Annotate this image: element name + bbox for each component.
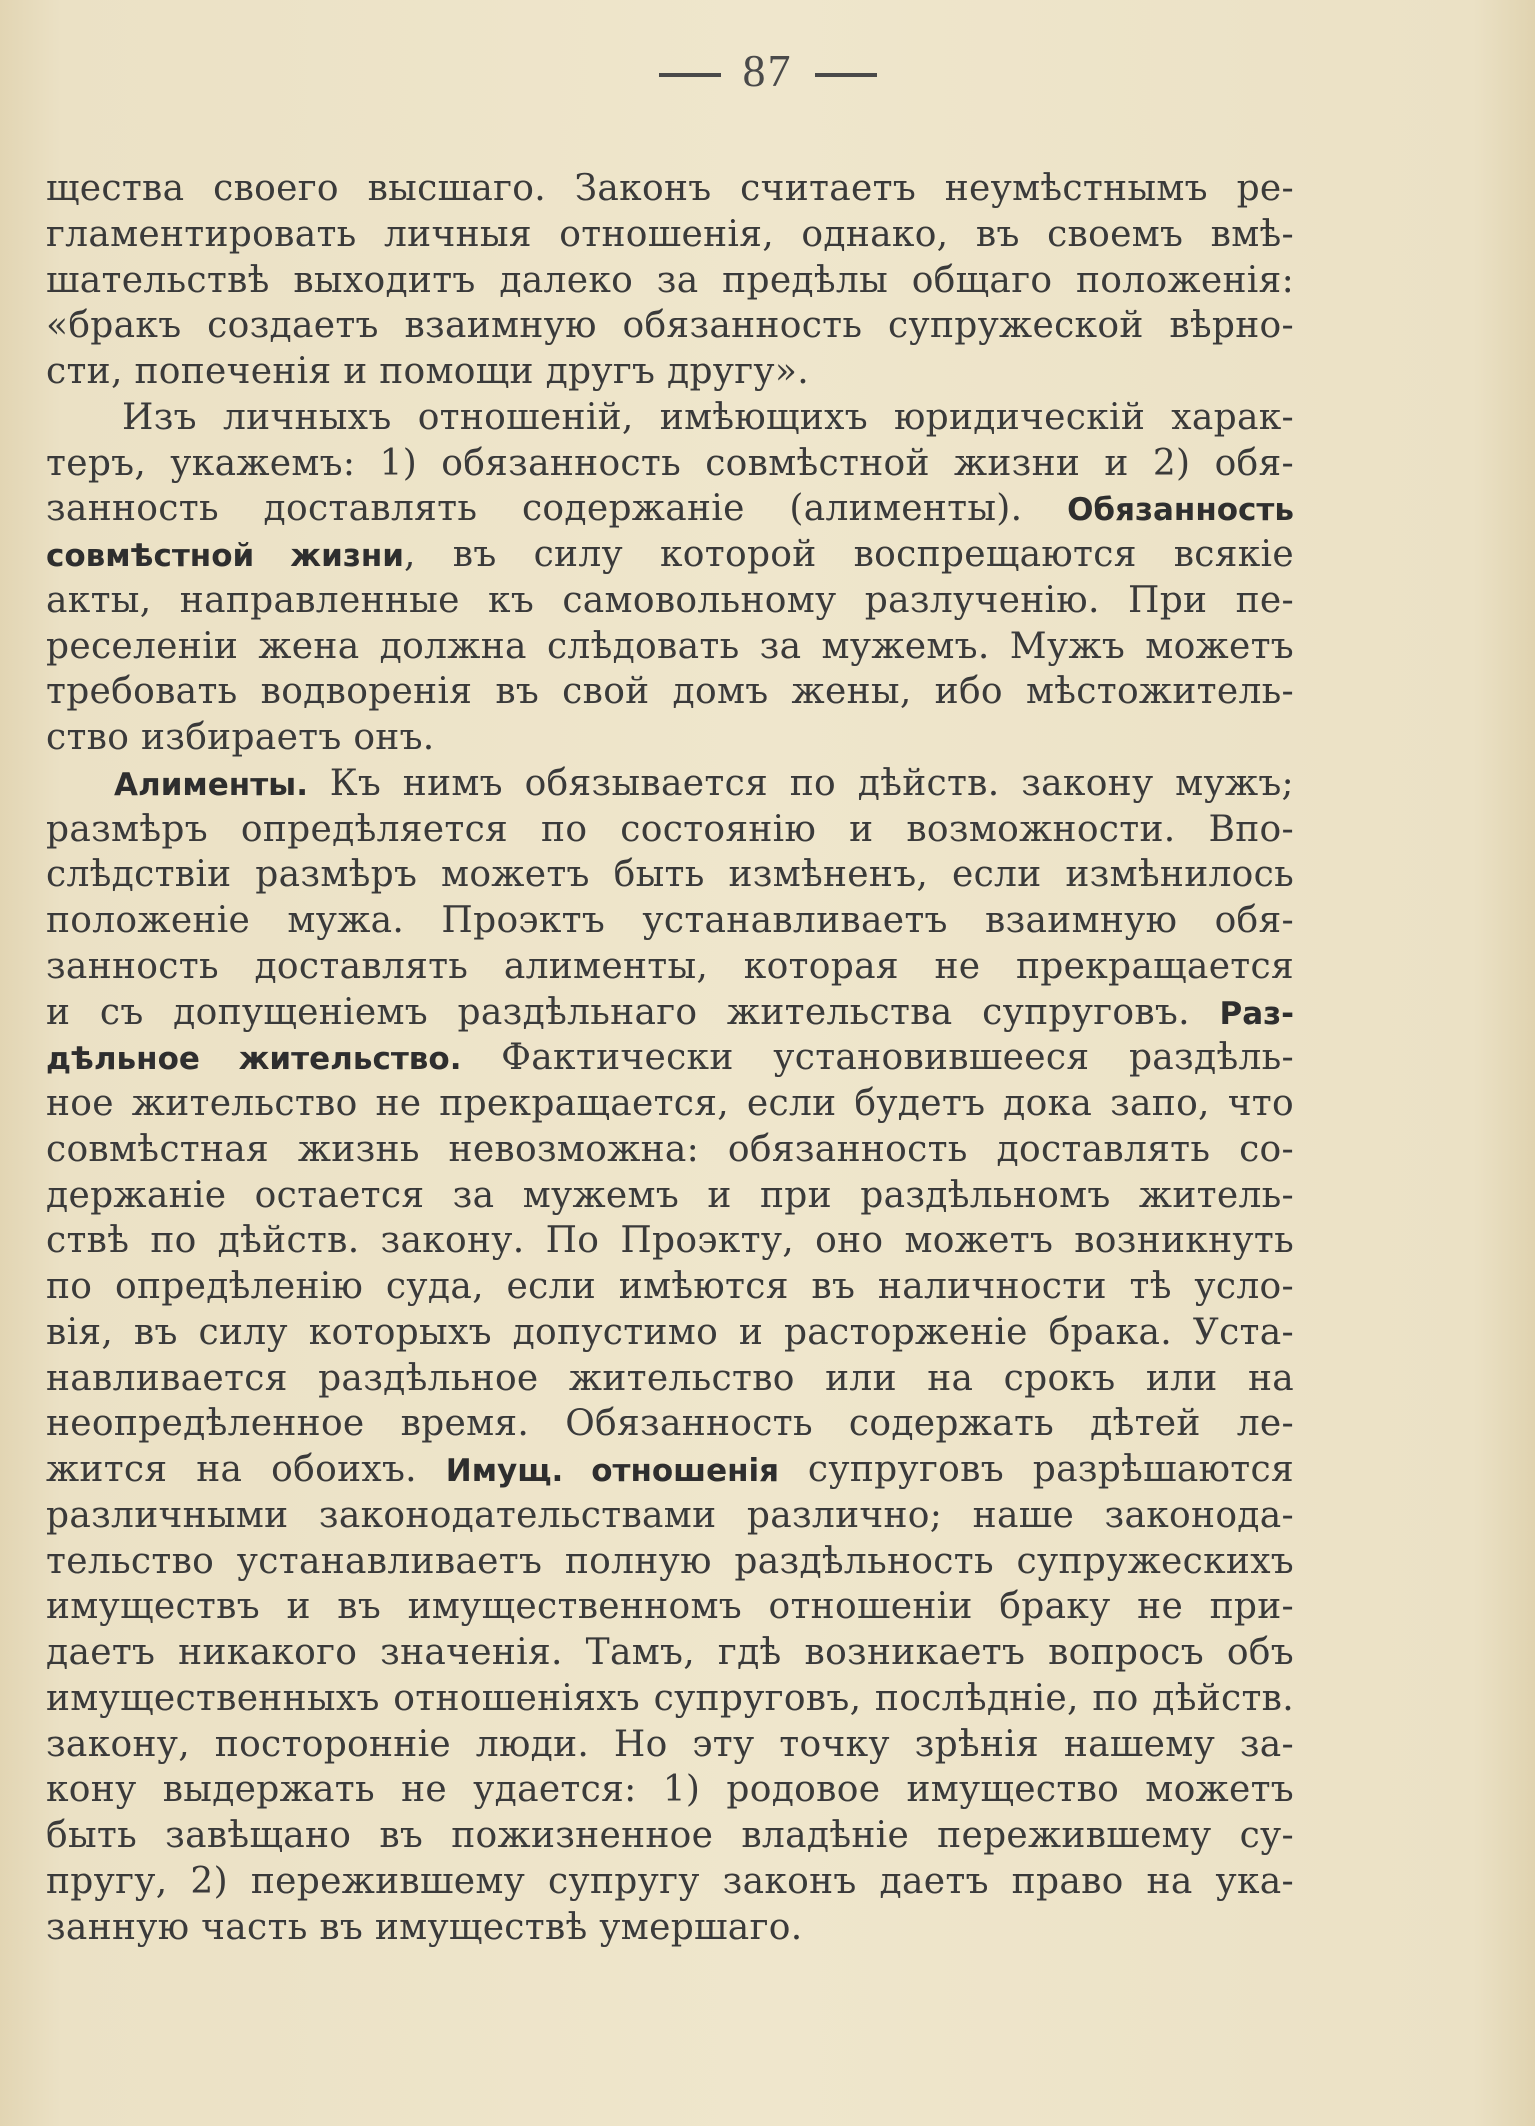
text-line: гламентировать личныя отношенія, однако, въ своемъ вмѣ- — [46, 213, 1294, 255]
bold-term: Раз- — [1219, 995, 1294, 1032]
text-line: неопредѣленное время. Обязанность содержать дѣтей ле- — [46, 1403, 1294, 1445]
text-line: слѣдствіи размѣръ можетъ быть измѣненъ, если измѣнилось — [46, 854, 1294, 896]
text-run: Фактически установившееся раздѣль- — [461, 1037, 1294, 1079]
text-line: пругу, 2) пережившему супругу законъ даетъ право на ука- — [46, 1860, 1294, 1902]
text-line: щества своего высшаго. Законъ считаетъ неумѣстнымъ ре- — [46, 168, 1294, 209]
text-line — [46, 532, 1294, 578]
bold-term: Обязанность — [1067, 492, 1294, 529]
text-line: реселеніи жена должна слѣдовать за мужемъ. Мужъ можетъ — [46, 625, 1294, 667]
text-line: кону выдержать не удается: 1) родовое имущество можетъ — [46, 1769, 1294, 1811]
text-run: и съ допущеніемъ раздѣльнаго жительства супруговъ. — [46, 991, 1220, 1033]
text-line — [46, 761, 1294, 807]
text-line: держаніе остается за мужемъ и при раздѣльномъ житель- — [46, 1174, 1294, 1216]
text-line: даетъ никакого значенія. Тамъ, гдѣ возникаетъ вопросъ объ — [46, 1632, 1294, 1673]
text-line: занную часть въ имуществѣ умершаго. — [46, 1906, 803, 1948]
bold-term: Алименты. — [114, 766, 308, 803]
text-run: жится на обоихъ. — [46, 1449, 446, 1490]
text-line: вія, въ силу которыхъ допустимо и расторженіе брака. Уста- — [46, 1311, 1294, 1353]
text-line: имуществъ и въ имущественномъ отношеніи браку не при- — [46, 1586, 1294, 1628]
text-line: теръ, укажемъ: 1) обязанность совмѣстной жизни и 2) обя- — [46, 442, 1294, 484]
text-line: различными законодательствами различно; наше законода- — [46, 1494, 1294, 1536]
text-line — [46, 1035, 1294, 1081]
text-line: ствѣ по дѣйств. закону. По Проэкту, оно можетъ возникнуть — [46, 1220, 1294, 1262]
bold-term: дѣльное жительство. — [46, 1041, 462, 1078]
text-line: закону, посторонніе люди. Но эту точку зрѣнія нашему за- — [46, 1723, 1294, 1765]
text-run: супруговъ разрѣшаются — [779, 1449, 1294, 1490]
text-line: ство избираетъ онъ. — [46, 717, 435, 758]
text-run: занность доставлять содержаніе (алименты). — [46, 488, 1068, 530]
text-line: Изъ личныхъ отношеній, имѣющихъ юридическій харак- — [122, 396, 1294, 438]
text-line: тельство устанавливаетъ полную раздѣльность супружескихъ — [46, 1540, 1294, 1582]
page-number-dash-left — [659, 73, 721, 77]
text-line: совмѣстная жизнь невозможна: обязанность доставлять со- — [46, 1128, 1294, 1170]
text-line — [46, 1447, 1294, 1493]
text-line: положеніе мужа. Проэктъ устанавливаетъ взаимную обя- — [46, 900, 1294, 941]
page-number-value: 87 — [742, 45, 793, 96]
page-number-dash-right — [815, 73, 877, 77]
text-line: быть завѣщано въ пожизненное владѣніе пережившему су- — [46, 1815, 1294, 1856]
text-line — [46, 486, 1294, 532]
page-number — [0, 44, 1535, 97]
bold-term: Имущ. отношенія — [445, 1453, 780, 1489]
text-line: акты, направленные къ самовольному разлученію. При пе- — [46, 579, 1294, 621]
text-line: имущественныхъ отношеніяхъ супруговъ, послѣдніе, по дѣйств. — [46, 1677, 1294, 1719]
text-line: «бракъ создаетъ взаимную обязанность супружеской вѣрно- — [46, 305, 1294, 347]
text-line: ное жительство не прекращается, если будетъ дока запо, что — [46, 1083, 1294, 1124]
body-text — [46, 166, 1294, 1950]
text-line: занность доставлять алименты, которая не прекращается — [46, 945, 1294, 987]
text-line: размѣръ опредѣляется по состоянію и возможности. Впо- — [46, 808, 1294, 850]
text-line: шательствѣ выходитъ далеко за предѣлы общаго положенія: — [46, 259, 1294, 301]
text-line: сти, попеченія и помощи другъ другу». — [46, 351, 809, 392]
text-run: Къ нимъ обязывается по дѣйств. закону мужъ; — [307, 762, 1294, 804]
bold-term: совмѣстной жизни — [46, 538, 405, 574]
text-line: навливается раздѣльное жительство или на срокъ или на — [46, 1357, 1294, 1399]
text-line: по опредѣленію суда, если имѣются въ наличности тѣ усло- — [46, 1266, 1294, 1307]
text-line — [46, 990, 1294, 1036]
text-line: требовать водворенія въ свой домъ жены, ибо мѣстожитель- — [46, 671, 1294, 713]
text-run: , въ силу которой воспрещаются всякіе — [404, 534, 1294, 575]
